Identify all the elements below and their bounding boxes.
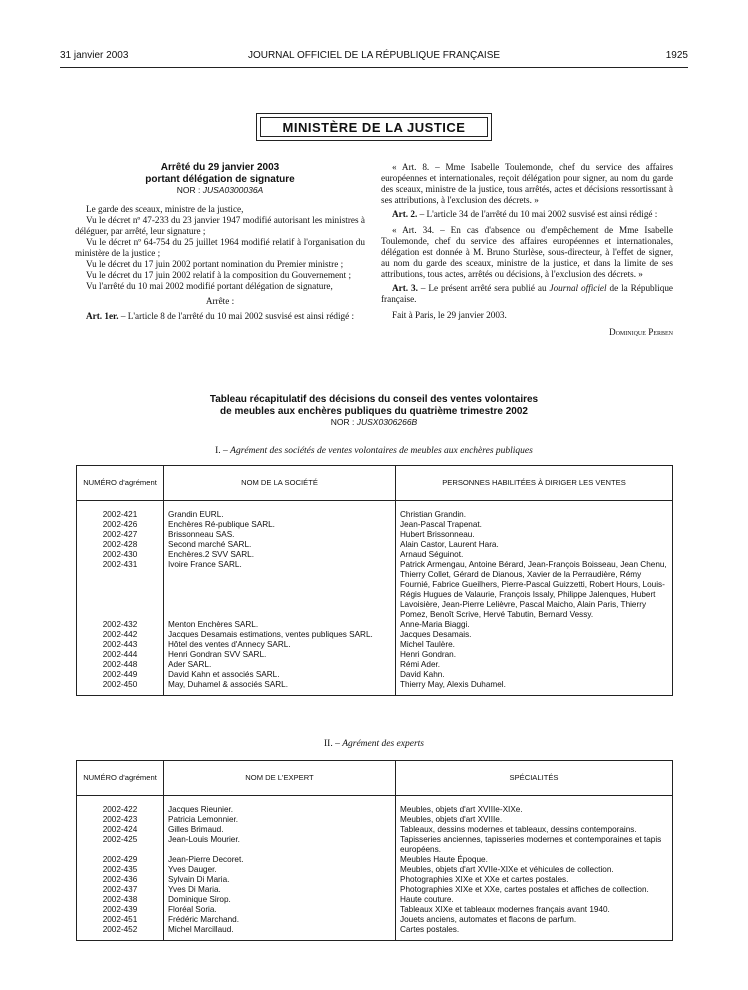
numero-cell: 2002-422 xyxy=(77,805,164,815)
numero-cell: 2002-424 xyxy=(77,825,164,835)
nor-code: JUSX0306266B xyxy=(356,417,418,427)
arrete-right-column xyxy=(381,162,673,338)
nor-code: JUSA0300036A xyxy=(202,185,264,195)
spacer-cell xyxy=(164,501,396,511)
personnes-cell: Hubert Brissonneau. xyxy=(396,530,673,540)
numero-cell: 2002-427 xyxy=(77,530,164,540)
spacer-cell xyxy=(77,690,164,696)
spacer-cell xyxy=(396,935,673,941)
arrete-paragraph: Vu le décret du 17 juin 2002 portant nomination du Premier ministre ; xyxy=(86,259,344,269)
article-2 xyxy=(381,209,673,220)
experts-table xyxy=(76,760,673,941)
personnes-cell: Henri Gondran. xyxy=(396,650,673,660)
expert-row xyxy=(77,915,673,925)
tableau-title-line-2: de meubles aux enchères publiques du quatrième trimestre 2002 xyxy=(220,405,528,417)
expert-row xyxy=(77,805,673,815)
personnes-cell: Rémi Ader. xyxy=(396,660,673,670)
specialites-cell: Tapisseries anciennes, tapisseries modernes et contemporaines et tapis européens. xyxy=(396,835,673,855)
personnes-cell: David Kahn. xyxy=(396,670,673,680)
arrete-paragraph: Vu l'arrêté du 10 mai 2002 modifié portant délégation de signature, xyxy=(86,281,333,291)
tableau-title xyxy=(75,394,673,417)
societes-table-body xyxy=(77,501,673,696)
article-3 xyxy=(381,283,673,305)
spacer-cell xyxy=(164,935,396,941)
societe-row xyxy=(77,650,673,660)
expert-row xyxy=(77,825,673,835)
table-spacer-row xyxy=(77,501,673,511)
arrete-title xyxy=(75,162,365,185)
expert-cell: Jacques Rieunier. xyxy=(164,805,396,815)
section-2-prefix: II. – xyxy=(324,739,343,749)
arrete-paragraph: Le garde des sceaux, ministre de la justice, xyxy=(86,204,244,214)
tableau-title-line-1: Tableau récapitulatif des décisions du conseil des ventes volontaires xyxy=(209,394,539,405)
table-end-row xyxy=(77,690,673,696)
numero-cell: 2002-429 xyxy=(77,855,164,865)
ministry-box xyxy=(256,113,492,141)
expert-row xyxy=(77,865,673,875)
numero-cell: 2002-430 xyxy=(77,550,164,560)
societe-cell: Enchères.2 SVV SARL. xyxy=(164,550,396,560)
numero-cell: 2002-448 xyxy=(77,660,164,670)
specialites-cell: Haute couture. xyxy=(396,895,673,905)
article-3-text-b: de la République française. xyxy=(381,283,674,304)
expert-cell: Yves Di Maria. xyxy=(164,885,396,895)
societe-cell: Ivoire France SARL. xyxy=(164,560,396,620)
article-3-text-a: – Le présent arrêté sera publié au xyxy=(417,283,550,293)
societe-cell: Jacques Desamais estimations, ventes publiques SARL. xyxy=(164,630,396,640)
personnes-cell: Arnaud Séguinot. xyxy=(396,550,673,560)
page-header xyxy=(60,50,688,64)
column-header-personnes: PERSONNES HABILITÉES À DIRIGER LES VENTES xyxy=(396,466,673,501)
societe-row xyxy=(77,550,673,560)
societe-cell: Menton Enchères SARL. xyxy=(164,620,396,630)
numero-cell: 2002-425 xyxy=(77,835,164,855)
header-rule xyxy=(60,67,688,68)
spacer-cell xyxy=(77,501,164,511)
expert-cell: Floréal Soria. xyxy=(164,905,396,915)
quote-article-34: « Art. 34. – En cas d'absence ou d'empêchement de Mme Isabelle Toulemonde, chef du service des affaires européennes et internationales, délégation est donnée à M. Bruno Sturlèse, sous-directeur, à l'effet de signer, au nom du garde des sceaux, ministre de la justice, et dans la limite de ses attributions, tous actes, arrêtés ou décisions, à l'exclusion des décrets. » xyxy=(381,225,673,279)
expert-cell: Dominique Sirop. xyxy=(164,895,396,905)
numero-cell: 2002-438 xyxy=(77,895,164,905)
expert-row xyxy=(77,815,673,825)
arrete-paragraph: Vu le décret nº 64-754 du 25 juillet 1964 modifié relatif à l'organisation du ministère de la justice ; xyxy=(75,237,365,258)
specialites-cell: Meubles, objets d'art XVIIe-XIXe et véhicules de collection. xyxy=(396,865,673,875)
article-2-text: – L'article 34 de l'arrêté du 10 mai 2002 susvisé est ainsi rédigé : xyxy=(417,209,658,219)
table-end-row xyxy=(77,935,673,941)
section-2-title xyxy=(75,739,673,749)
personnes-cell: Michel Taulère. xyxy=(396,640,673,650)
expert-cell: Sylvain Di Maria. xyxy=(164,875,396,885)
personnes-cell: Jean-Pascal Trapenat. xyxy=(396,520,673,530)
societe-cell: May, Duhamel & associés SARL. xyxy=(164,680,396,690)
expert-row xyxy=(77,835,673,855)
tableau-heading xyxy=(75,394,673,436)
article-1 xyxy=(75,311,365,322)
societe-row xyxy=(77,660,673,670)
expert-row xyxy=(77,885,673,895)
societe-row xyxy=(77,560,673,620)
expert-row xyxy=(77,875,673,885)
specialites-cell: Photographies XIXe et XXe, cartes postales et affiches de collection. xyxy=(396,885,673,895)
personnes-cell: Anne-Maria Biaggi. xyxy=(396,620,673,630)
numero-cell: 2002-450 xyxy=(77,680,164,690)
section-1-title xyxy=(75,446,673,456)
expert-cell: Gilles Brimaud. xyxy=(164,825,396,835)
numero-cell: 2002-437 xyxy=(77,885,164,895)
numero-cell: 2002-426 xyxy=(77,520,164,530)
personnes-cell: Alain Castor, Laurent Hara. xyxy=(396,540,673,550)
societe-row xyxy=(77,640,673,650)
expert-cell: Patricia Lemonnier. xyxy=(164,815,396,825)
personnes-cell: Christian Grandin. xyxy=(396,510,673,520)
column-header-societe: NOM DE LA SOCIÉTÉ xyxy=(164,466,396,501)
societe-row xyxy=(77,630,673,640)
arrete-paragraph: Vu le décret du 17 juin 2002 relatif à la composition du Gouvernement ; xyxy=(86,270,352,280)
spacer-cell xyxy=(164,796,396,806)
societe-cell: David Kahn et associés SARL. xyxy=(164,670,396,680)
spacer-cell xyxy=(164,690,396,696)
spacer-cell xyxy=(396,796,673,806)
specialites-cell: Tableaux, dessins modernes et tableaux, dessins contemporains. xyxy=(396,825,673,835)
numero-cell: 2002-443 xyxy=(77,640,164,650)
nor-label: NOR : xyxy=(330,417,357,427)
specialites-cell: Jouets anciens, automates et flacons de parfum. xyxy=(396,915,673,925)
personnes-cell: Thierry May, Alexis Duhamel. xyxy=(396,680,673,690)
numero-cell: 2002-432 xyxy=(77,620,164,630)
societe-row xyxy=(77,680,673,690)
specialites-cell: Meubles, objets d'art XVIIIe. xyxy=(396,815,673,825)
expert-cell: Michel Marcillaud. xyxy=(164,925,396,935)
numero-cell: 2002-423 xyxy=(77,815,164,825)
societe-cell: Hôtel des ventes d'Annecy SARL. xyxy=(164,640,396,650)
societe-row xyxy=(77,530,673,540)
expert-row xyxy=(77,895,673,905)
header-page-number: 1925 xyxy=(665,50,688,61)
numero-cell: 2002-449 xyxy=(77,670,164,680)
societe-cell: Ader SARL. xyxy=(164,660,396,670)
specialites-cell: Tableaux XIXe et tableaux modernes français avant 1940. xyxy=(396,905,673,915)
specialites-cell: Meubles, objets d'art XVIIIe-XIXe. xyxy=(396,805,673,815)
arrete-paragraph: Vu le décret nº 47-233 du 23 janvier 1947 modifié autorisant les ministres à déléguer, par arrêté, leur signature ; xyxy=(75,215,365,236)
table-spacer-row xyxy=(77,796,673,806)
spacer-cell xyxy=(396,690,673,696)
societes-table xyxy=(76,465,673,696)
column-header-numero: NUMÉRO d'agrément xyxy=(77,466,164,501)
article-1-text: – L'article 8 de l'arrêté du 10 mai 2002 susvisé est ainsi rédigé : xyxy=(118,311,355,321)
section-2-heading: Agrément des experts xyxy=(342,739,424,749)
societe-cell: Henri Gondran SVV SARL. xyxy=(164,650,396,660)
header-journal-title: JOURNAL OFFICIEL DE LA RÉPUBLIQUE FRANÇAISE xyxy=(247,50,501,61)
specialites-cell: Meubles Haute Époque. xyxy=(396,855,673,865)
ministry-title: MINISTÈRE DE LA JUSTICE xyxy=(260,117,488,137)
societe-row xyxy=(77,540,673,550)
spacer-cell xyxy=(396,501,673,511)
societe-row xyxy=(77,510,673,520)
header-date: 31 janvier 2003 xyxy=(60,50,129,61)
societe-row xyxy=(77,670,673,680)
article-3-italic: Journal officiel xyxy=(549,283,607,293)
tableau-nor xyxy=(75,417,673,428)
societe-cell: Enchères Ré-publique SARL. xyxy=(164,520,396,530)
numero-cell: 2002-431 xyxy=(77,560,164,620)
column-header-expert: NOM DE L'EXPERT xyxy=(164,761,396,796)
arrete-title-line-1: Arrêté du 29 janvier 2003 xyxy=(160,162,280,173)
column-header-numero: NUMÉRO d'agrément xyxy=(77,761,164,796)
section-1-prefix: I. – xyxy=(215,446,231,456)
article-3-label: Art. 3. xyxy=(392,283,418,293)
experts-table-body xyxy=(77,796,673,941)
article-1-label: Art. 1er. xyxy=(86,311,119,321)
expert-cell: Jean-Pierre Decoret. xyxy=(164,855,396,865)
societe-cell: Second marché SARL. xyxy=(164,540,396,550)
societe-row xyxy=(77,520,673,530)
expert-row xyxy=(77,925,673,935)
signature: Dominique Perben xyxy=(608,327,673,337)
expert-row xyxy=(77,905,673,915)
arrete-nor xyxy=(75,185,365,196)
fait-a-paris: Fait à Paris, le 29 janvier 2003. xyxy=(392,310,507,320)
societe-cell: Brissonneau SAS. xyxy=(164,530,396,540)
spacer-cell xyxy=(77,935,164,941)
numero-cell: 2002-436 xyxy=(77,875,164,885)
numero-cell: 2002-421 xyxy=(77,510,164,520)
numero-cell: 2002-452 xyxy=(77,925,164,935)
arrete-left-column xyxy=(75,162,365,322)
societe-row xyxy=(77,620,673,630)
section-1-heading: Agrément des sociétés de ventes volontaires de meubles aux enchères publiques xyxy=(230,446,533,456)
nor-label: NOR : xyxy=(176,185,203,195)
article-2-label: Art. 2. xyxy=(392,209,418,219)
arrete-title-line-2: portant délégation de signature xyxy=(145,173,295,185)
expert-row xyxy=(77,855,673,865)
personnes-cell: Patrick Armengau, Antoine Bérard, Jean-François Boisseau, Jean Chenu, Thierry Collet, Gérard de Dianous, Xavier de la Perraudière, Rémy Fournié, Fabrice Gueilhers, Pierre-Pascal Guizzetti, Robert Hours, Louis-Régis Hugues de Valaurie, François Issaly, Philippe Jalenques, Hubert Lavoisière, Jean-Pierre Lelièvre, Pascal Maicho, Alain Paris, Thierry Pomez, Benoît Scrive, Hervé Tabutin, Bernard Vessy. xyxy=(396,560,673,620)
numero-cell: 2002-435 xyxy=(77,865,164,875)
numero-cell: 2002-442 xyxy=(77,630,164,640)
specialites-cell: Photographies XIXe et XXe et cartes postales. xyxy=(396,875,673,885)
expert-cell: Jean-Louis Mourier. xyxy=(164,835,396,855)
numero-cell: 2002-451 xyxy=(77,915,164,925)
numero-cell: 2002-444 xyxy=(77,650,164,660)
expert-cell: Yves Dauger. xyxy=(164,865,396,875)
spacer-cell xyxy=(77,796,164,806)
personnes-cell: Jacques Desamais. xyxy=(396,630,673,640)
specialites-cell: Cartes postales. xyxy=(396,925,673,935)
quote-article-8: « Art. 8. – Mme Isabelle Toulemonde, chef du service des affaires européennes et internationales, reçoit délégation pour signer, au nom du garde des sceaux, ministre de la justice, tous arrêtés, actes et décisions ressortissant à ses attributions, à l'exclusion des décrets. » xyxy=(381,162,673,205)
arrete-word: Arrête : xyxy=(205,296,235,306)
column-header-specialites: SPÉCIALITÉS xyxy=(396,761,673,796)
expert-cell: Frédéric Marchand. xyxy=(164,915,396,925)
societe-cell: Grandin EURL. xyxy=(164,510,396,520)
numero-cell: 2002-439 xyxy=(77,905,164,915)
numero-cell: 2002-428 xyxy=(77,540,164,550)
